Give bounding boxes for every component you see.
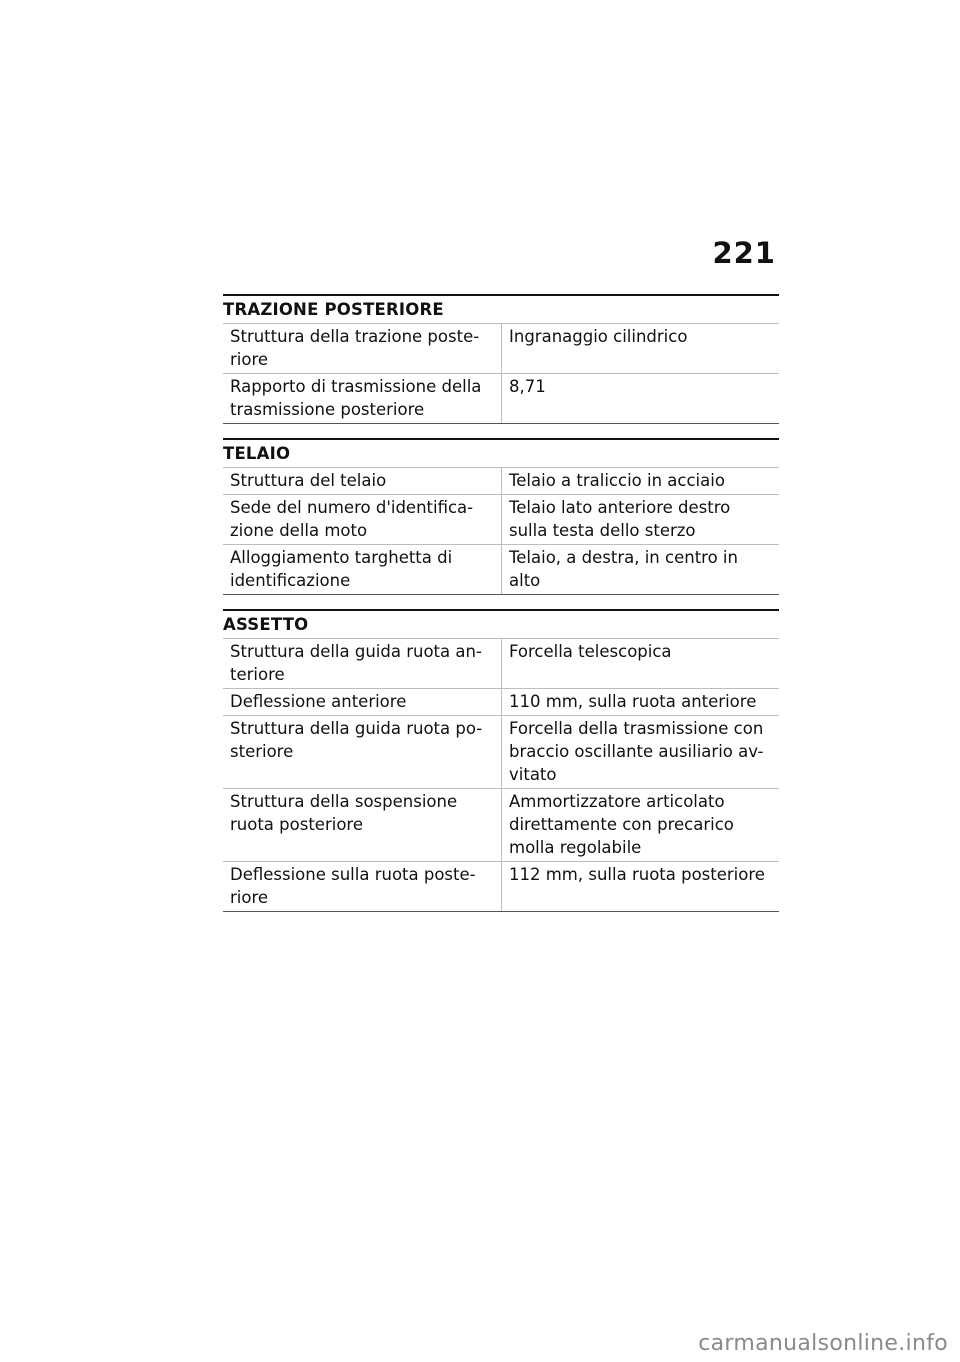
spec-value: Forcella della trasmissione con braccio oscillante ausiliario av- vitato bbox=[502, 716, 780, 789]
table-row bbox=[223, 689, 779, 716]
spec-value: Telaio lato anteriore destro sulla testa dello sterzo bbox=[502, 495, 780, 545]
table-row bbox=[223, 495, 779, 545]
table-row bbox=[223, 789, 779, 862]
spec-value: 8,71 bbox=[502, 374, 780, 424]
section-telaio bbox=[223, 438, 779, 595]
spec-label: Deflessione sulla ruota poste- riore bbox=[223, 862, 502, 912]
table-row bbox=[223, 468, 779, 495]
spec-label: Struttura della guida ruota an- teriore bbox=[223, 639, 502, 689]
spec-table bbox=[223, 638, 779, 912]
spec-label: Alloggiamento targhetta di identificazione bbox=[223, 545, 502, 595]
section-trazione-posteriore bbox=[223, 294, 779, 424]
section-heading: TELAIO bbox=[223, 438, 779, 467]
spec-label: Deflessione anteriore bbox=[223, 689, 502, 716]
spec-table bbox=[223, 323, 779, 424]
table-row bbox=[223, 716, 779, 789]
table-row bbox=[223, 545, 779, 595]
table-row bbox=[223, 374, 779, 424]
spec-label: Struttura del telaio bbox=[223, 468, 502, 495]
page-number: 221 bbox=[712, 236, 776, 270]
table-row bbox=[223, 862, 779, 912]
spec-label: Struttura della trazione poste- riore bbox=[223, 324, 502, 374]
watermark: carmanualsonline.info bbox=[698, 1331, 948, 1356]
spec-value: Telaio, a destra, in centro in alto bbox=[502, 545, 780, 595]
spec-table bbox=[223, 467, 779, 595]
spec-value: 112 mm, sulla ruota posteriore bbox=[502, 862, 780, 912]
spec-content bbox=[223, 294, 779, 926]
spec-value: Telaio a traliccio in acciaio bbox=[502, 468, 780, 495]
section-heading: ASSETTO bbox=[223, 609, 779, 638]
spec-label: Sede del numero d'identifica- zione della moto bbox=[223, 495, 502, 545]
table-row bbox=[223, 324, 779, 374]
spec-value: Forcella telescopica bbox=[502, 639, 780, 689]
spec-label: Struttura della guida ruota po- steriore bbox=[223, 716, 502, 789]
spec-value: Ammortizzatore articolato direttamente con precarico molla regolabile bbox=[502, 789, 780, 862]
table-row bbox=[223, 639, 779, 689]
section-heading: TRAZIONE POSTERIORE bbox=[223, 294, 779, 323]
spec-value: Ingranaggio cilindrico bbox=[502, 324, 780, 374]
spec-label: Rapporto di trasmissione della trasmissione posteriore bbox=[223, 374, 502, 424]
spec-value: 110 mm, sulla ruota anteriore bbox=[502, 689, 780, 716]
spec-label: Struttura della sospensione ruota posteriore bbox=[223, 789, 502, 862]
section-assetto bbox=[223, 609, 779, 912]
